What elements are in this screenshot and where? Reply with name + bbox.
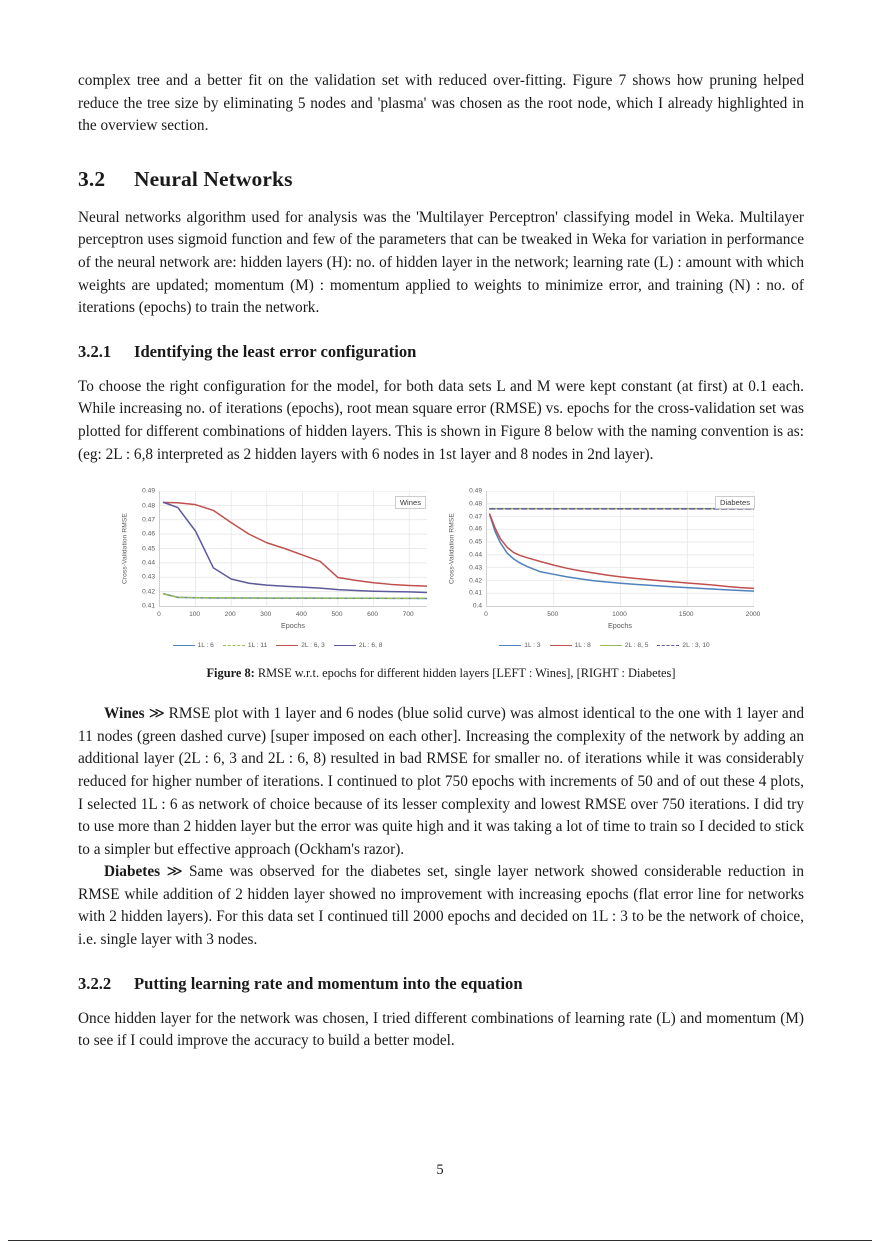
x-axis-tick-label: 300 [260,611,272,619]
heading-section-3-2 [78,167,804,192]
paragraph-wines [78,703,804,861]
legend-swatch-icon [600,645,622,646]
x-axis-tick-label: 600 [367,611,379,619]
y-axis-tick-label: 0.45 [469,538,482,546]
x-axis-tick-label: 0 [484,611,488,619]
paragraph-diabetes [78,861,804,951]
subsection-title: Identifying the least error configuration [134,341,417,361]
y-axis-tick-label: 0.47 [142,516,155,524]
paragraph-least-error: To choose the right configuration for the model, for both data sets L and M were kept constant (at first) at 0.1 each. While increasing no. of iterations (epochs), root mean square error (RMSE) vs. epochs for the cross-validation set was plotted for different combinations of hidden layers. This is shown in Figure 8 below with the naming convention is as: (eg: 2L : 6,8 interpreted as 2 hidden layers with 6 nodes in 1st layer and 8 nodes in 2nd layer). [78,377,804,463]
figure-8 [121,485,761,681]
y-axis-tick-label: 0.45 [142,545,155,553]
chart-diabetes-title: Diabetes [715,496,755,509]
chart-wines-canvas [159,491,427,607]
legend-item[interactable] [550,642,591,649]
legend-item[interactable] [173,642,214,649]
paragraph-nn-intro: Neural networks algorithm used for analysis was the 'Multilayer Perceptron' classifying model in Weka. Multilayer perceptron uses sigmoid function and few of the parameters that can be tweaked in Weka for variation in performance of the neural network are: hidden layers (H): no. of hidden layer in the network; learning rate (L) : amount with which weights are updated; momentum (M) : momentum applied to weights to minimize error, and training (N) : no. of iterations (epochs) to train the network. [78,208,804,317]
legend-label: 1L : 6 [197,641,214,649]
x-axis-tick-label: 400 [295,611,307,619]
y-axis-tick-label: 0.46 [469,525,482,533]
chart-wines-yticks [131,485,155,613]
legend-item[interactable] [223,642,267,649]
heading-subsection-3-2-1 [78,342,804,362]
series-line [164,503,427,587]
legend-item[interactable] [657,642,709,649]
x-axis-tick-label: 500 [547,611,559,619]
chart-diabetes-canvas [486,491,754,607]
chart-diabetes-yticks [458,485,482,613]
subsection-title: Putting learning rate and momentum into the equation [134,973,523,993]
y-axis-tick-label: 0.42 [469,577,482,585]
y-axis-tick-label: 0.48 [469,500,482,508]
legend-swatch-icon [657,645,679,646]
legend-swatch-icon [223,645,245,646]
page-content [78,70,804,1053]
y-axis-tick-label: 0.44 [469,551,482,559]
x-axis-tick-label: 200 [224,611,236,619]
chart-wines-xticks [159,611,427,621]
chart-wines-plotarea [121,485,434,637]
paragraph-diabetes-lead: Diabetes [104,863,161,881]
y-axis-tick-label: 0.4 [472,602,482,610]
figure-caption-text: RMSE w.r.t. epochs for different hidden layers [LEFT : Wines], [RIGHT : Diabetes] [257,666,676,681]
paragraph-lrm: Once hidden layer for the network was chosen, I tried different combinations of learning rate (L) and momentum (M) to see if I could improve the accuracy to build a better model. [78,1009,804,1050]
chart-diabetes [448,485,761,652]
legend-label: 2L : 3, 10 [682,641,710,649]
chart-wines [121,485,434,652]
y-axis-tick-label: 0.49 [469,487,482,495]
paragraph-diabetes-body: ≫ Same was observed for the diabetes set, single layer network showed considerable reduction in RMSE while addition of 2 hidden layer showed no improvement with increasing epochs (flat error line for networks with 2 hidden layers). For this data set I continued till 2000 epochs and decided on 1L : 3 to be the network of choice, i.e. single layer with 3 nodes. [78,863,804,949]
series-line [164,594,427,598]
x-axis-tick-label: 1000 [612,611,627,619]
y-axis-tick-label: 0.42 [142,588,155,596]
section-title: Neural Networks [134,166,293,191]
legend-item[interactable] [600,642,649,649]
legend-label: 1L : 3 [524,641,541,649]
legend-swatch-icon [334,645,356,646]
legend-label: 1L : 11 [247,641,268,649]
y-axis-tick-label: 0.46 [142,530,155,538]
paragraph-intro: complex tree and a better fit on the validation set with reduced over-fitting. Figure 7 shows how pruning helped reduce the tree size by eliminating 5 nodes and 'plasma' was chosen as the root node, which I already highlighted in the overview section. [78,72,804,135]
chart-wines-legend [121,638,434,652]
paragraph-wines-body: ≫ RMSE plot with 1 layer and 6 nodes (blue solid curve) was almost identical to the one with 1 layer and 11 nodes (green dashed curve) [super imposed on each other]. Increasing the complexity of the network by adding an additional layer (2L : 6, 3 and 2L : 6, 8) resulted in bad RMSE for smaller no. of iterations while it was considerably reduced for higher number of iterations. I continued to plot 750 epochs with increments of 50 and of out these 4 plots, I selected 1L : 6 as network of choice because of its lesser complexity and lowest RMSE over 750 iterations. I did try to use more than 2 hidden layer but the error was quite high and it was taking a lot of time to train so I decided to stick to a simpler but effective approach (Ockham's razor). [78,705,804,858]
x-axis-tick-label: 700 [402,611,414,619]
chart-diabetes-xticks [484,611,761,621]
subsection-number: 3.2.1 [78,341,112,361]
chart-diabetes-ylabel: Cross-Validation RMSE [448,513,456,585]
legend-swatch-icon [173,645,195,646]
legend-swatch-icon [550,645,572,646]
spacer [78,138,804,151]
chart-wines-title: Wines [395,496,426,509]
page-bottom-rule [8,1240,872,1241]
chart-diabetes-xlabel: Epochs [608,621,632,631]
y-axis-tick-label: 0.49 [142,487,155,495]
series-line [490,515,754,592]
x-axis-tick-label: 100 [189,611,201,619]
chart-diabetes-legend [448,638,761,652]
series-line [164,502,427,592]
chart-diabetes-plotarea [448,485,761,637]
chart-wines-xlabel: Epochs [281,621,305,631]
legend-item[interactable] [499,642,540,649]
heading-subsection-3-2-2 [78,974,804,994]
y-axis-tick-label: 0.43 [142,573,155,581]
chart-wines-ylabel: Cross-Validation RMSE [121,513,129,585]
paragraph-wines-lead: Wines [104,705,145,723]
x-axis-tick-label: 0 [157,611,161,619]
series-line [490,514,754,588]
page-number: 5 [436,1162,444,1178]
legend-label: 2L : 6, 3 [301,641,325,649]
legend-label: 1L : 8 [574,641,591,649]
figure-caption [121,665,761,681]
x-axis-tick-label: 1500 [678,611,694,619]
y-axis-tick-label: 0.44 [142,559,155,567]
legend-swatch-icon [276,645,298,646]
x-axis-tick-label: 2000 [745,611,761,619]
legend-swatch-icon [499,645,521,646]
y-axis-tick-label: 0.47 [469,513,482,521]
y-axis-tick-label: 0.43 [469,564,482,572]
y-axis-tick-label: 0.41 [469,589,482,597]
subsection-number: 3.2.2 [78,973,112,993]
y-axis-tick-label: 0.41 [142,602,155,610]
y-axis-tick-label: 0.48 [142,502,155,509]
legend-label: 2L : 8, 5 [624,641,649,649]
legend-item[interactable] [276,642,325,649]
legend-label: 2L : 6, 8 [358,641,383,649]
section-number: 3.2 [78,166,106,191]
charts-row [121,485,761,652]
figure-caption-label: Figure 8: [206,666,255,681]
legend-item[interactable] [334,642,383,649]
x-axis-tick-label: 500 [331,611,343,619]
